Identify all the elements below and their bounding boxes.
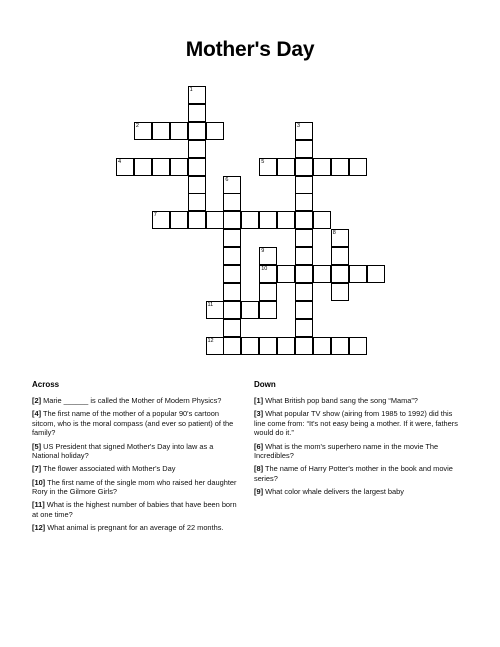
clue-number: [5] <box>32 441 42 451</box>
clue-text: The first name of the mother of a popular 90's cartoon sitcom, who is the moral compass (and ever so patient) of the family? <box>32 409 234 438</box>
across-clue <box>32 396 242 406</box>
grid-cell[interactable] <box>295 193 313 211</box>
grid-cell[interactable] <box>152 211 170 229</box>
clue-number: [1] <box>254 396 264 405</box>
grid-cell[interactable] <box>277 337 295 355</box>
grid-cell[interactable] <box>170 211 188 229</box>
grid-cell[interactable] <box>295 319 313 337</box>
grid-cell[interactable] <box>223 319 241 337</box>
down-heading: Down <box>254 380 276 389</box>
cell-number: 4 <box>118 158 122 165</box>
clue-text: The flower associated with Mother's Day <box>41 464 176 474</box>
down-clue <box>254 409 464 438</box>
grid-cell[interactable] <box>206 211 224 229</box>
grid-cell[interactable] <box>206 301 224 319</box>
across-clue <box>32 500 242 519</box>
clue-number: [8] <box>254 464 264 474</box>
clue-text: What is the highest number of babies that have been born at one time? <box>32 500 237 519</box>
grid-cell[interactable] <box>223 337 241 355</box>
clue-text: What color whale delivers the largest baby <box>263 487 404 497</box>
grid-cell[interactable] <box>188 176 206 194</box>
grid-cell[interactable] <box>295 229 313 247</box>
grid-cell[interactable] <box>223 211 241 229</box>
clue-text: US President that signed Mother's Day into law as a National holiday? <box>32 441 214 461</box>
grid-cell[interactable] <box>223 247 241 265</box>
clue-text: The first name of the single mom who raised her daughter Rory in the Gilmore Girls? <box>32 477 237 497</box>
grid-cell[interactable] <box>349 158 367 176</box>
grid-cell[interactable] <box>331 337 349 355</box>
across-clue <box>32 464 242 474</box>
grid-cell[interactable] <box>223 229 241 247</box>
cell-number: 6 <box>225 176 229 183</box>
grid-cell[interactable] <box>259 211 277 229</box>
across-clue <box>32 442 242 461</box>
grid-cell[interactable] <box>188 140 206 158</box>
grid-cell[interactable] <box>116 158 134 176</box>
grid-cell[interactable] <box>188 158 206 176</box>
grid-cell[interactable] <box>259 283 277 301</box>
grid-cell[interactable] <box>259 158 277 176</box>
clue-number: [2] <box>32 396 42 405</box>
cell-number: 11 <box>207 301 214 308</box>
clue-number: [12] <box>32 523 46 533</box>
grid-cell[interactable] <box>349 265 367 283</box>
clue-text: What popular TV show (airing from 1985 to 1992) did this line come from: “It's not easy being a mother. If it were, fathers would do it.” <box>254 409 458 438</box>
grid-cell[interactable] <box>241 211 259 229</box>
cell-number: 2 <box>135 122 139 129</box>
grid-cell[interactable] <box>223 176 241 194</box>
grid-cell[interactable] <box>295 140 313 158</box>
across-heading: Across <box>32 380 60 389</box>
clue-text: What animal is pregnant for an average of 22 months. <box>45 523 224 533</box>
grid-cell[interactable] <box>259 265 277 283</box>
grid-cell[interactable] <box>170 158 188 176</box>
grid-cell[interactable] <box>295 158 313 176</box>
grid-cell[interactable] <box>277 265 295 283</box>
clue-text: Marie ______ is called the Mother of Modern Physics? <box>41 396 222 405</box>
grid-cell[interactable] <box>259 247 277 265</box>
grid-cell[interactable] <box>295 122 313 140</box>
cell-number: 9 <box>261 248 265 255</box>
grid-cell[interactable] <box>134 122 152 140</box>
clue-number: [3] <box>254 409 264 419</box>
grid-cell[interactable] <box>313 158 331 176</box>
clue-number: [7] <box>32 464 42 474</box>
grid-cell[interactable] <box>259 337 277 355</box>
clue-text: The name of Harry Potter's mother in the book and movie series? <box>254 464 453 483</box>
grid-cell[interactable] <box>206 122 224 140</box>
grid-cell[interactable] <box>223 193 241 211</box>
across-clue <box>32 523 242 533</box>
clue-number: [6] <box>254 441 264 451</box>
grid-cell[interactable] <box>223 283 241 301</box>
grid-cell[interactable] <box>295 247 313 265</box>
grid-cell[interactable] <box>313 265 331 283</box>
grid-cell[interactable] <box>367 265 385 283</box>
across-clues <box>32 380 242 536</box>
grid-cell[interactable] <box>331 229 349 247</box>
cell-number: 8 <box>332 230 336 237</box>
clue-number: [10] <box>32 477 46 487</box>
grid-cell[interactable] <box>349 337 367 355</box>
grid-cell[interactable] <box>295 176 313 194</box>
grid-cell[interactable] <box>188 86 206 104</box>
across-clue <box>32 478 242 497</box>
grid-cell[interactable] <box>295 265 313 283</box>
grid-cell[interactable] <box>188 104 206 122</box>
grid-cell[interactable] <box>295 301 313 319</box>
cell-number: 10 <box>261 266 268 272</box>
grid-cell[interactable] <box>277 211 295 229</box>
grid-cell[interactable] <box>188 122 206 140</box>
grid-cell[interactable] <box>331 283 349 301</box>
grid-cell[interactable] <box>295 211 313 229</box>
clue-number: [4] <box>32 409 42 419</box>
grid-cell[interactable] <box>188 211 206 229</box>
cell-number: 3 <box>297 122 301 129</box>
cell-number: 5 <box>261 158 265 165</box>
grid-cell[interactable] <box>241 301 259 319</box>
grid-cell[interactable] <box>331 247 349 265</box>
clue-text: What is the mom's superhero name in the movie The Incredibles? <box>254 441 439 461</box>
down-clue <box>254 442 464 461</box>
grid-cell[interactable] <box>331 158 349 176</box>
grid-cell[interactable] <box>331 265 349 283</box>
grid-cell[interactable] <box>277 158 295 176</box>
cell-number: 1 <box>189 87 193 93</box>
grid-cell[interactable] <box>223 301 241 319</box>
grid-cell[interactable] <box>188 193 206 211</box>
grid-cell[interactable] <box>152 158 170 176</box>
grid-cell[interactable] <box>170 122 188 140</box>
grid-cell[interactable] <box>206 337 224 355</box>
down-clue <box>254 487 464 497</box>
down-clue <box>254 396 464 406</box>
down-clues <box>254 380 464 500</box>
clue-number: [9] <box>254 487 264 497</box>
grid-cell[interactable] <box>295 283 313 301</box>
grid-cell[interactable] <box>223 265 241 283</box>
grid-cell[interactable] <box>152 122 170 140</box>
grid-cell[interactable] <box>313 211 331 229</box>
grid-cell[interactable] <box>134 158 152 176</box>
page-title: Mother's Day <box>185 38 315 61</box>
grid-cell[interactable] <box>313 337 331 355</box>
grid-cell[interactable] <box>259 301 277 319</box>
grid-cell[interactable] <box>295 337 313 355</box>
clue-text: What British pop band sang the song “Mama”? <box>263 396 418 405</box>
down-clue <box>254 464 464 483</box>
across-clue <box>32 409 242 438</box>
cell-number: 12 <box>207 337 214 344</box>
grid-cell[interactable] <box>241 337 259 355</box>
clue-number: [11] <box>32 500 45 510</box>
cell-number: 7 <box>153 212 157 219</box>
